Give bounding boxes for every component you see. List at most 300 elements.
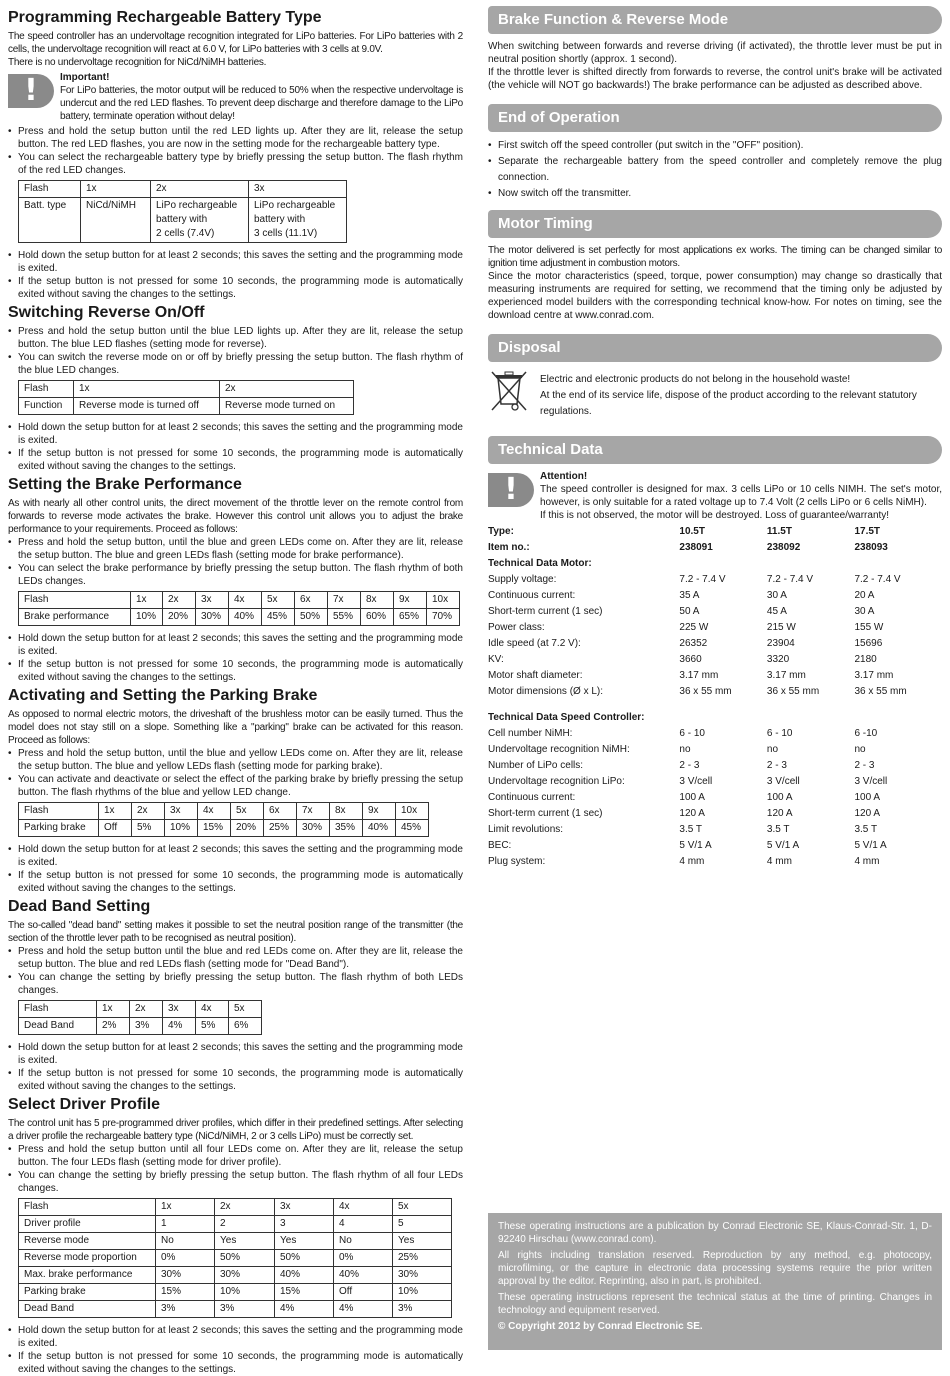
- tech-value: 36 x 55 mm: [679, 686, 732, 697]
- section-title: Dead Band Setting: [8, 898, 151, 915]
- tech-value: 35 A: [679, 590, 700, 601]
- table-cell: 2x: [151, 181, 249, 198]
- section-banner: Disposal: [488, 334, 942, 362]
- table-cell: 4%: [275, 1301, 334, 1318]
- table-cell: 1x: [131, 592, 163, 609]
- bullet-item: • Press and hold the setup button until the blue LED lights up. After they are lit, release the setup button. The blue LED flashes (setting mode for reverse).: [8, 325, 463, 351]
- tech-value: 3.17 mm: [679, 670, 719, 681]
- copyright: © Copyright 2012 by Conrad Electronic SE.: [498, 1321, 703, 1332]
- tech-value: 3.5 T: [679, 824, 702, 835]
- table-cell: 2: [215, 1216, 275, 1233]
- section-title: Select Driver Profile: [8, 1096, 161, 1113]
- section-battery-type: [8, 8, 463, 301]
- bullet-item: • You can switch the reverse mode on or off by briefly pressing the setup button. The flash rhythm of the blue LED changes.: [8, 351, 463, 377]
- disposal-line: At the end of its service life, dispose of the product according to the relevant statutory regulations.: [540, 390, 917, 417]
- table-cell: 3: [275, 1216, 334, 1233]
- tech-value: no: [679, 744, 691, 755]
- table-cell: 3x: [275, 1199, 334, 1216]
- tech-row: [488, 774, 942, 790]
- tech-value: 17.5T: [854, 526, 881, 537]
- table-row: [19, 398, 354, 415]
- table-cell: 40%: [229, 609, 262, 626]
- tech-label: BEC:: [488, 840, 512, 851]
- table-cell: 4%: [163, 1018, 196, 1035]
- section-title: Switching Reverse On/Off: [8, 304, 205, 321]
- bullet-item: • You can activate and deactivate or select the effect of the parking brake by briefly pressing the setup button. The flash rhythms of the blue and yellow LED change.: [8, 773, 463, 799]
- table-row: [19, 803, 429, 820]
- tech-value: 100 A: [679, 792, 705, 803]
- tech-value: 120 A: [854, 808, 881, 819]
- tech-value: 45 A: [766, 606, 787, 617]
- bullet-item: • Hold down the setup button for at least 2 seconds; this saves the setting and the programming mode is exited.: [8, 632, 463, 658]
- row-label-cell: Flash: [19, 181, 81, 198]
- tech-value: 238091: [679, 542, 713, 553]
- bullet-item: • You can select the brake performance by briefly pressing the setup button. The flash rhythm of both LEDs changes.: [8, 562, 463, 588]
- row-label-cell: Flash: [19, 1001, 97, 1018]
- tech-value: 155 W: [854, 622, 884, 633]
- tech-value: 4 mm: [679, 856, 705, 867]
- table-cell: 4x: [334, 1199, 393, 1216]
- table-row: [19, 198, 347, 243]
- table-cell: 20%: [231, 820, 264, 837]
- table-cell: 2%: [97, 1018, 130, 1035]
- paragraph: As with nearly all other control units, the direct movement of the throttle lever on the remote control from forwards to reverse mode activates the brake. However this control unit allows you to adjust the brake performance to your requirements. Proceed as follows:: [8, 498, 463, 535]
- tech-value: 7.2 - 7.4 V: [854, 574, 901, 585]
- table-cell: 3%: [215, 1301, 275, 1318]
- tech-value: 3660: [679, 654, 702, 665]
- tech-value: 215 W: [766, 622, 796, 633]
- tech-row: [488, 524, 942, 540]
- table-cell: 5x: [393, 1199, 452, 1216]
- bullet-item: • Now switch off the transmitter.: [488, 186, 942, 202]
- table-row: [19, 1267, 452, 1284]
- note-text: If this is not observed, the motor will be destroyed. Loss of guarantee/warranty!: [540, 510, 890, 521]
- table-cell: 40%: [363, 820, 396, 837]
- tech-value: 4 mm: [854, 856, 880, 867]
- tech-value: 26352: [679, 638, 708, 649]
- bullet-item: • Hold down the setup button for at least 2 seconds; this saves the setting and the programming mode is exited.: [8, 249, 463, 275]
- tech-row: [488, 806, 942, 822]
- tech-label: Supply voltage:: [488, 574, 557, 585]
- table-cell: 60%: [361, 609, 394, 626]
- tech-value: 225 W: [679, 622, 709, 633]
- tech-subheading-row: [488, 700, 942, 726]
- table-cell: 2x: [215, 1199, 275, 1216]
- bullet-item: • Hold down the setup button for at least 2 seconds; this saves the setting and the programming mode is exited.: [8, 421, 463, 447]
- table-cell: 2x: [220, 381, 354, 398]
- section-parking-brake: [8, 686, 463, 895]
- section-dead-band: [8, 897, 463, 1093]
- table-cell: 25%: [264, 820, 297, 837]
- tech-subheading: Technical Data Motor:: [488, 558, 592, 569]
- table-cell: 2x: [132, 803, 165, 820]
- left-column: [8, 6, 463, 1376]
- section-banner: Motor Timing: [488, 210, 942, 238]
- table-cell: 4: [334, 1216, 393, 1233]
- table-cell: 30%: [297, 820, 330, 837]
- footer-text: All rights including translation reserved. Reproduction by any method, e.g. photocopy, microfilming, or the capture in electronic data processing systems require the prior written approval by the editor. Reprinting, also in part, is prohibited.: [498, 1250, 932, 1287]
- bullet-item: • If the setup button is not pressed for some 10 seconds, the programming mode is automatically exited without saving the changes to the settings.: [8, 1067, 463, 1093]
- tech-row: [488, 854, 942, 870]
- section-title: Activating and Setting the Parking Brake: [8, 687, 318, 704]
- table-cell: 1x: [156, 1199, 215, 1216]
- tech-value: 36 x 55 mm: [766, 686, 820, 697]
- bullet-item: • If the setup button is not pressed for some 10 seconds, the programming mode is automatically exited without saving the changes to the settings.: [8, 447, 463, 473]
- row-label-cell: Flash: [19, 592, 131, 609]
- tech-label: Power class:: [488, 622, 545, 633]
- table-cell: LiPo rechargeable battery with 3 cells (11.1V): [249, 198, 347, 243]
- paragraph: There is no undervoltage recognition for NiCd/NiMH batteries.: [8, 57, 267, 68]
- table-cell: Reverse mode is turned off: [74, 398, 220, 415]
- table-cell: 1x: [74, 381, 220, 398]
- section-reverse: [8, 303, 463, 473]
- table-cell: Yes: [215, 1233, 275, 1250]
- tech-row: [488, 540, 942, 556]
- section-driver-profile: [8, 1095, 463, 1376]
- table-cell: 45%: [262, 609, 295, 626]
- tech-value: 2 - 3: [854, 760, 875, 771]
- table-cell: 1x: [99, 803, 132, 820]
- row-label-cell: Reverse mode proportion: [19, 1250, 156, 1267]
- tech-value: 3320: [766, 654, 790, 665]
- tech-row: [488, 668, 942, 684]
- row-label-cell: Dead Band: [19, 1018, 97, 1035]
- tech-value: 7.2 - 7.4 V: [766, 574, 814, 585]
- tech-value: 30 A: [766, 590, 787, 601]
- important-note: [8, 71, 463, 123]
- table-cell: 30%: [156, 1267, 215, 1284]
- table-cell: 1x: [81, 181, 151, 198]
- table-cell: 1: [156, 1216, 215, 1233]
- bullet-item: • You can select the rechargeable battery type by briefly pressing the setup button. The flash rhythm of the red LED changes.: [8, 151, 463, 177]
- footer-text: These operating instructions are a publication by Conrad Electronic SE, Klaus-Conrad-Str. 1, D-92240 Hirschau (www.conrad.com).: [498, 1221, 932, 1245]
- tech-label: Plug system:: [488, 856, 546, 867]
- tech-value: 238093: [854, 542, 888, 553]
- section-banner: Brake Function & Reverse Mode: [488, 6, 942, 34]
- tech-value: 10.5T: [679, 526, 705, 537]
- row-label-cell: Flash: [19, 1199, 156, 1216]
- paragraph: If the throttle lever is shifted directly from forwards to reverse, the control unit's brake will be activated (the vehicle will NOT go backwards!) The brake performance can be adjusted as described above.: [488, 67, 942, 91]
- section-banner: End of Operation: [488, 104, 942, 132]
- exclamation-icon: !: [8, 74, 54, 108]
- tech-value: 120 A: [679, 808, 705, 819]
- publication-footer: [488, 1213, 942, 1350]
- table-cell: LiPo rechargeable battery with 2 cells (7.4V): [151, 198, 249, 243]
- table-row: [19, 1018, 262, 1035]
- table-cell: 2x: [163, 592, 196, 609]
- table-cell: 65%: [394, 609, 427, 626]
- row-label-cell: Flash: [19, 381, 74, 398]
- table-cell: No: [156, 1233, 215, 1250]
- table-row: [19, 1199, 452, 1216]
- section-motor-timing: [488, 210, 942, 322]
- flash-table-parking: [18, 802, 429, 837]
- table-cell: 5%: [132, 820, 165, 837]
- tech-value: 120 A: [766, 808, 793, 819]
- tech-subheading: Technical Data Speed Controller:: [488, 712, 645, 723]
- attention-note: [488, 470, 942, 522]
- table-cell: 3x: [163, 1001, 196, 1018]
- tech-subheading-row: [488, 556, 942, 572]
- tech-label: Short-term current (1 sec): [488, 808, 603, 819]
- tech-label: Motor shaft diameter:: [488, 670, 583, 681]
- tech-row: [488, 636, 942, 652]
- tech-row: [488, 790, 942, 806]
- table-row: [19, 181, 347, 198]
- row-label-cell: Parking brake: [19, 1284, 156, 1301]
- bullet-item: • First switch off the speed controller (put switch in the "OFF" position).: [488, 138, 942, 154]
- bullet-item: • If the setup button is not pressed for some 10 seconds, the programming mode is automatically exited without saving the changes to the settings.: [8, 275, 463, 301]
- table-cell: 45%: [396, 820, 429, 837]
- right-column: [488, 6, 942, 870]
- table-cell: 3%: [393, 1301, 452, 1318]
- table-cell: 40%: [275, 1267, 334, 1284]
- paragraph: The so-called "dead band" setting makes it possible to set the neutral position range of the transmitter (the section of the throttle lever path to be recognised as neutral position).: [8, 920, 463, 944]
- tech-row: [488, 620, 942, 636]
- tech-label: Short-term current (1 sec): [488, 606, 603, 617]
- table-row: [19, 1301, 452, 1318]
- table-cell: 5: [393, 1216, 452, 1233]
- table-cell: 0%: [334, 1250, 393, 1267]
- table-cell: 50%: [295, 609, 328, 626]
- table-cell: NiCd/NiMH: [81, 198, 151, 243]
- tech-label: Undervoltage recognition LiPo:: [488, 776, 625, 787]
- table-cell: No: [334, 1233, 393, 1250]
- note-text: For LiPo batteries, the motor output will be reduced to 50% when the respective undervoltage is undercut and the red LED flashes. To prevent deep discharge and therefore damage to the LiPo battery, terminate operation without delay!: [60, 85, 463, 122]
- bullet-item: • You can change the setting by briefly pressing the setup button. The flash rhythm of all four LEDs changes.: [8, 1169, 463, 1195]
- table-row: [19, 1284, 452, 1301]
- table-cell: Off: [334, 1284, 393, 1301]
- paragraph: The motor delivered is set perfectly for most applications ex works. The timing can be changed similar to ignition time adjustment in combustion motors.: [488, 245, 942, 269]
- table-cell: 15%: [156, 1284, 215, 1301]
- tech-value: 11.5T: [766, 526, 792, 537]
- row-label-cell: Reverse mode: [19, 1233, 156, 1250]
- table-cell: 20%: [163, 609, 196, 626]
- row-label-cell: Driver profile: [19, 1216, 156, 1233]
- tech-row: [488, 838, 942, 854]
- paragraph: As opposed to normal electric motors, the driveshaft of the brushless motor can be easily turned. Thus the model does not stay still on a slope. Something like a "parking" brake can be activated for this reason. Proceed as follows:: [8, 709, 463, 746]
- bullet-item: • Press and hold the setup button, until the blue and green LEDs come on. After they are lit, release the setup button. The blue and green LEDs flash (setting mode for brake performance).: [8, 536, 463, 562]
- table-cell: 15%: [198, 820, 231, 837]
- tech-value: 3 V/cell: [766, 776, 800, 787]
- table-cell: 35%: [330, 820, 363, 837]
- tech-value: no: [766, 744, 779, 755]
- tech-value: 36 x 55 mm: [854, 686, 907, 697]
- table-cell: 4x: [198, 803, 231, 820]
- tech-value: 15696: [854, 638, 883, 649]
- bullet-item: • If the setup button is not pressed for some 10 seconds, the programming mode is automatically exited without saving the changes to the settings.: [8, 869, 463, 895]
- table-row: [19, 820, 429, 837]
- table-cell: 30%: [196, 609, 229, 626]
- row-label-cell: Brake performance: [19, 609, 131, 626]
- table-row: [19, 1233, 452, 1250]
- tech-value: 3.17 mm: [766, 670, 806, 681]
- flash-table-dead-band: [18, 1000, 262, 1035]
- tech-row: [488, 758, 942, 774]
- tech-label: Cell number NiMH:: [488, 728, 573, 739]
- tech-value: 6 -10: [854, 728, 878, 739]
- tech-label: KV:: [488, 654, 504, 665]
- tech-value: 2 - 3: [766, 760, 787, 771]
- note-heading: Important!: [60, 72, 110, 83]
- table-cell: 1x: [97, 1001, 130, 1018]
- tech-value: 5 V/1 A: [854, 840, 887, 851]
- table-row: [19, 609, 460, 626]
- tech-row: [488, 588, 942, 604]
- table-cell: 10x: [396, 803, 429, 820]
- bullet-item: • Hold down the setup button for at least 2 seconds; this saves the setting and the programming mode is exited.: [8, 1041, 463, 1067]
- table-cell: 3%: [130, 1018, 163, 1035]
- section-title: Programming Rechargeable Battery Type: [8, 9, 322, 26]
- tech-label: Undervoltage recognition NiMH:: [488, 744, 630, 755]
- flash-table-battery: [18, 180, 347, 243]
- table-cell: Yes: [393, 1233, 452, 1250]
- section-title: Setting the Brake Performance: [8, 476, 242, 493]
- table-cell: Off: [99, 820, 132, 837]
- tech-value: 100 A: [854, 792, 881, 803]
- tech-value: 6 - 10: [766, 728, 793, 739]
- table-cell: 9x: [363, 803, 396, 820]
- paragraph: Since the motor characteristics (speed, torque, power consumption) may change so drastically that measuring instruments are required for setting, we recommend that the timing only be adjusted by experienced model builders with the corresponding technical know-how. For notes on timing, see the download centre at www.conrad.com.: [488, 271, 942, 321]
- table-cell: 8x: [330, 803, 363, 820]
- tech-label: Limit revolutions:: [488, 824, 564, 835]
- table-cell: 10x: [427, 592, 460, 609]
- tech-value: 3.17 mm: [854, 670, 894, 681]
- table-row: [19, 381, 354, 398]
- bullet-item: • If the setup button is not pressed for some 10 seconds, the programming mode is automatically exited without saving the changes to the settings.: [8, 1350, 463, 1376]
- table-cell: 0%: [156, 1250, 215, 1267]
- tech-value: 100 A: [766, 792, 793, 803]
- tech-value: 30 A: [854, 606, 875, 617]
- row-label-cell: Parking brake: [19, 820, 99, 837]
- tech-label: Motor dimensions (Ø x L):: [488, 686, 604, 697]
- table-cell: 3%: [156, 1301, 215, 1318]
- tech-value: 2180: [854, 654, 877, 665]
- row-label-cell: Batt. type: [19, 198, 81, 243]
- table-cell: 5x: [229, 1001, 262, 1018]
- row-label-cell: Flash: [19, 803, 99, 820]
- table-cell: 5x: [262, 592, 295, 609]
- flash-table-brake: [18, 591, 460, 626]
- tech-value: 5 V/1 A: [679, 840, 712, 851]
- tech-value: 2 - 3: [679, 760, 700, 771]
- table-row: [19, 592, 460, 609]
- table-cell: 3x: [165, 803, 198, 820]
- table-cell: 10%: [165, 820, 198, 837]
- bullet-item: • Press and hold the setup button until the red LED lights up. After they are lit, release the setup button. The red LED flashes, you are now in the setting mode for the rechargeable battery type.: [8, 125, 463, 151]
- bullet-item: • Hold down the setup button for at least 2 seconds; this saves the setting and the programming mode is exited.: [8, 843, 463, 869]
- tech-label: Item no.:: [488, 542, 530, 553]
- tech-value: 3 V/cell: [679, 776, 713, 787]
- note-text: The speed controller is designed for max. 3 cells LiPo or 10 cells NIMH. The set's motor, however, is only suitable for a rated voltage up to 7.4 Volt (2 cells LiPo or 6 cells NiMH).: [540, 484, 942, 508]
- tech-label: Continuous current:: [488, 792, 576, 803]
- tech-row: [488, 742, 942, 758]
- bullet-item: • Press and hold the setup button until the blue and red LEDs come on. After they are lit, release the setup button. The blue and red LEDs flash (setting mode for "Dead Band").: [8, 945, 463, 971]
- tech-label: Number of LiPo cells:: [488, 760, 584, 771]
- table-cell: 9x: [394, 592, 427, 609]
- tech-label: Type:: [488, 526, 514, 537]
- section-brake-reverse: [488, 6, 942, 92]
- disposal-line: Electric and electronic products do not belong in the household waste!: [540, 374, 851, 385]
- tech-row: [488, 604, 942, 620]
- tech-value: 5 V/1 A: [766, 840, 800, 851]
- table-cell: 6x: [295, 592, 328, 609]
- table-cell: Yes: [275, 1233, 334, 1250]
- tech-row: [488, 822, 942, 838]
- table-cell: 30%: [393, 1267, 452, 1284]
- tech-value: 3.5 T: [766, 824, 790, 835]
- technical-data-table: [488, 524, 942, 870]
- bullet-item: • Press and hold the setup button until all four LEDs come on. After they are lit, release the setup button. The four LEDs flash (setting mode for driver profile).: [8, 1143, 463, 1169]
- exclamation-icon: !: [488, 473, 534, 507]
- table-cell: 25%: [393, 1250, 452, 1267]
- table-cell: 50%: [215, 1250, 275, 1267]
- tech-value: 20 A: [854, 590, 875, 601]
- tech-value: no: [854, 744, 866, 755]
- tech-value: 4 mm: [766, 856, 792, 867]
- table-cell: 15%: [275, 1284, 334, 1301]
- tech-value: 23904: [766, 638, 795, 649]
- table-cell: 30%: [215, 1267, 275, 1284]
- tech-value: 3 V/cell: [854, 776, 888, 787]
- tech-value: 6 - 10: [679, 728, 705, 739]
- tech-value: 3.5 T: [854, 824, 878, 835]
- tech-value: 7.2 - 7.4 V: [679, 574, 726, 585]
- paragraph: The speed controller has an undervoltage recognition integrated for LiPo batteries. For LiPo batteries with 2 cells, the undervoltage recognition will react at 6.0 V, for LiPo batteries with 3 cells at 9.0V.: [8, 31, 463, 55]
- tech-value: 50 A: [679, 606, 700, 617]
- bullet-item: • Press and hold the setup button, until the blue and yellow LEDs come on. After they are lit, release the setup button. The blue and yellow LEDs flash (setting mode for parking brake).: [8, 747, 463, 773]
- tech-row: [488, 684, 942, 700]
- table-cell: 4x: [196, 1001, 229, 1018]
- row-label-cell: Function: [19, 398, 74, 415]
- bullet-item: • You can change the setting by briefly pressing the setup button. The flash rhythm of both LEDs changes.: [8, 971, 463, 997]
- section-disposal: [488, 334, 942, 420]
- footer-text: These operating instructions represent the technical status at the time of printing. Changes in technology and equipment reserved.: [498, 1292, 932, 1316]
- bullet-item: • If the setup button is not pressed for some 10 seconds, the programming mode is automatically exited without saving the changes to the settings.: [8, 658, 463, 684]
- table-cell: 7x: [297, 803, 330, 820]
- row-label-cell: Dead Band: [19, 1301, 156, 1318]
- table-cell: 10%: [131, 609, 163, 626]
- section-brake: [8, 475, 463, 684]
- tech-label: Idle speed (at 7.2 V):: [488, 638, 581, 649]
- section-technical-data: [488, 436, 942, 870]
- tech-row: [488, 726, 942, 742]
- table-cell: 40%: [334, 1267, 393, 1284]
- table-cell: 55%: [328, 609, 361, 626]
- table-cell: 7x: [328, 592, 361, 609]
- section-end-of-operation: [488, 104, 942, 202]
- table-cell: 70%: [427, 609, 460, 626]
- paragraph: When switching between forwards and reverse driving (if activated), the throttle lever must be put in neutral position shortly (approx. 1 second).: [488, 41, 942, 65]
- table-cell: 2x: [130, 1001, 163, 1018]
- table-row: [19, 1250, 452, 1267]
- tech-value: 238092: [766, 542, 801, 553]
- table-cell: 5%: [196, 1018, 229, 1035]
- tech-row: [488, 652, 942, 668]
- table-cell: 50%: [275, 1250, 334, 1267]
- tech-label: Continuous current:: [488, 590, 576, 601]
- table-cell: 6x: [264, 803, 297, 820]
- crossed-out-wheelie-bin-icon: [488, 368, 530, 414]
- table-cell: 6%: [229, 1018, 262, 1035]
- table-cell: 8x: [361, 592, 394, 609]
- flash-table-driver-profile: [18, 1198, 452, 1318]
- table-cell: Reverse mode turned on: [220, 398, 354, 415]
- table-cell: 4%: [334, 1301, 393, 1318]
- bullet-item: • Separate the rechargeable battery from the speed controller and completely remove the plug connection.: [488, 154, 942, 186]
- row-label-cell: Max. brake performance: [19, 1267, 156, 1284]
- table-row: [19, 1001, 262, 1018]
